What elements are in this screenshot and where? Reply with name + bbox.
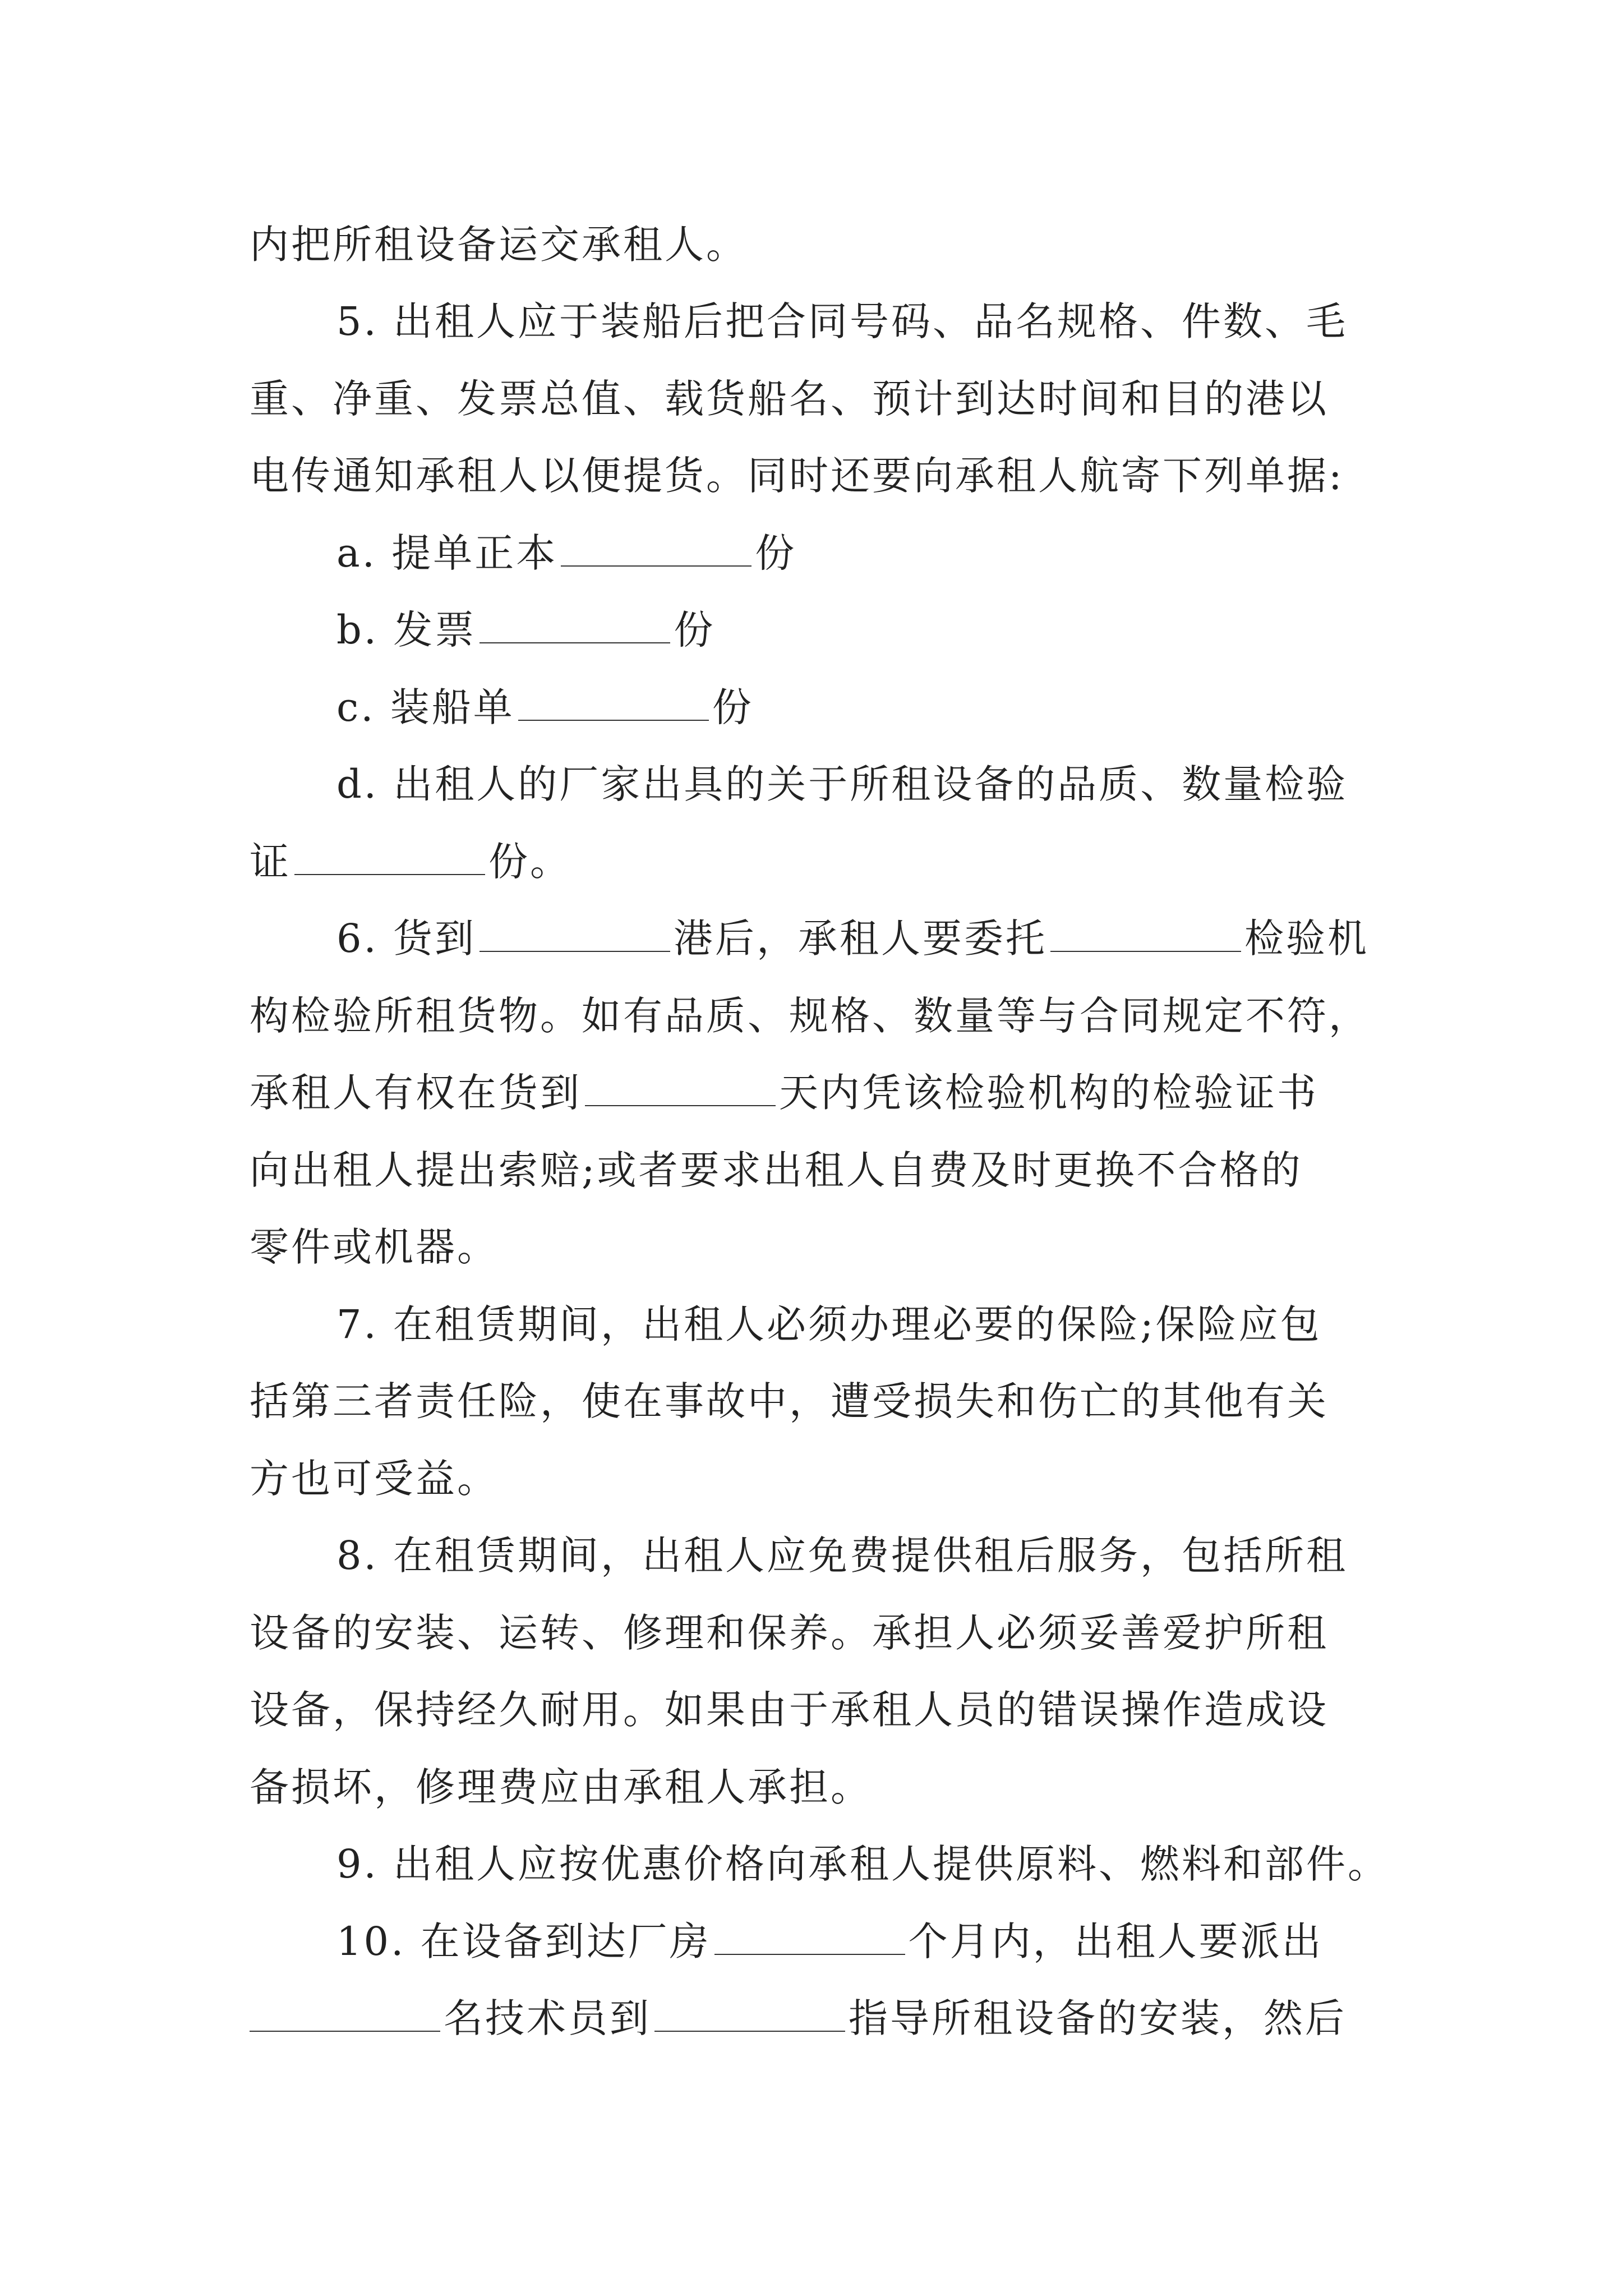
text-segment: 内把所租设备运交承租人。 xyxy=(250,222,748,268)
text-segment: 9. 出租人应按优惠价格向承租人提供原料、燃料和部件。 xyxy=(336,1841,1390,1887)
fill-in-blank xyxy=(1050,912,1241,952)
text-line xyxy=(250,1748,1399,1826)
text-line xyxy=(250,1053,1399,1132)
text-segment: 份 xyxy=(755,530,797,576)
fill-in-blank xyxy=(294,835,485,875)
text-segment: 重、净重、发票总值、载货船名、预计到达时间和目的港以 xyxy=(250,376,1329,422)
text-segment: 港后，承租人要委托 xyxy=(674,915,1048,961)
text-segment: 名技术员到 xyxy=(444,1995,651,2041)
text-segment: 份 xyxy=(712,684,754,730)
text-line xyxy=(250,1979,1399,2058)
clause-7-line xyxy=(336,1285,1486,1364)
text-segment: 承租人有权在货到 xyxy=(250,1070,582,1116)
text-segment: 设备的安装、运转、修理和保养。承担人必须妥善爱护所租 xyxy=(250,1610,1329,1656)
item-a-line xyxy=(336,514,1486,592)
text-segment: 8. 在租赁期间，出租人应免费提供租后服务，包括所租 xyxy=(336,1533,1348,1579)
text-segment: 电传通知承租人以便提货。同时还要向承租人航寄下列单据: xyxy=(250,453,1344,499)
fill-in-blank xyxy=(518,680,709,721)
text-segment: 份 xyxy=(674,607,716,653)
text-segment: 天内凭该检验机构的检验证书 xyxy=(779,1070,1318,1116)
text-segment: b. 发票 xyxy=(336,607,477,653)
clause-9-line xyxy=(336,1825,1486,1903)
text-segment: 6. 货到 xyxy=(336,915,477,961)
clause-5-line xyxy=(336,282,1486,361)
fill-in-blank xyxy=(654,1991,845,2032)
fill-in-blank xyxy=(250,1991,440,2032)
fill-in-blank xyxy=(479,603,670,643)
text-line xyxy=(250,1594,1399,1672)
fill-in-blank xyxy=(714,1915,905,1955)
text-segment: 括第三者责任险，使在事故中，遭受损失和伤亡的其他有关 xyxy=(250,1378,1329,1424)
text-segment: d. 出租人的厂家出具的关于所租设备的品质、数量检验 xyxy=(336,761,1348,807)
text-line xyxy=(250,205,1399,284)
text-line xyxy=(250,1671,1399,1749)
item-b-line xyxy=(336,591,1486,669)
text-segment: 10. 在设备到达厂房 xyxy=(336,1918,711,1964)
text-segment: 5. 出租人应于装船后把合同号码、品名规格、件数、毛 xyxy=(336,298,1348,344)
item-d-line xyxy=(336,745,1486,823)
clause-6-line xyxy=(336,899,1486,978)
text-segment: 向出租人提出索赔;或者要求出租人自费及时更换不合格的 xyxy=(250,1147,1303,1193)
text-segment: 7. 在租赁期间，出租人必须办理必要的保险;保险应包 xyxy=(336,1301,1322,1347)
text-line xyxy=(250,977,1399,1055)
text-segment: 份。 xyxy=(488,839,571,885)
text-segment: 方也可受益。 xyxy=(250,1456,499,1502)
text-line xyxy=(250,360,1399,438)
clause-8-line xyxy=(336,1516,1486,1595)
fill-in-blank xyxy=(479,912,670,952)
text-segment: c. 装船单 xyxy=(336,684,515,730)
text-line xyxy=(250,1439,1399,1518)
text-segment: 备损坏，修理费应由承租人承担。 xyxy=(250,1764,872,1810)
text-segment: 检验机 xyxy=(1244,915,1370,961)
text-line xyxy=(250,1131,1399,1209)
item-c-line xyxy=(336,668,1486,747)
text-line xyxy=(250,822,1399,901)
text-segment: 零件或机器。 xyxy=(250,1224,499,1270)
clause-10-line xyxy=(336,1902,1486,1981)
text-line xyxy=(250,436,1399,515)
text-segment: 个月内，出租人要派出 xyxy=(908,1918,1324,1964)
fill-in-blank xyxy=(585,1066,776,1106)
text-segment: a. 提单正本 xyxy=(336,530,558,576)
text-segment: 设备，保持经久耐用。如果由于承租人员的错误操作造成设 xyxy=(250,1687,1329,1733)
fill-in-blank xyxy=(561,526,751,567)
text-segment: 证 xyxy=(250,839,291,885)
text-line xyxy=(250,1362,1399,1441)
text-segment: 指导所租设备的安装，然后 xyxy=(849,1995,1347,2041)
text-line xyxy=(250,1208,1399,1286)
text-segment: 构检验所租货物。如有品质、规格、数量等与合同规定不符， xyxy=(250,993,1370,1039)
